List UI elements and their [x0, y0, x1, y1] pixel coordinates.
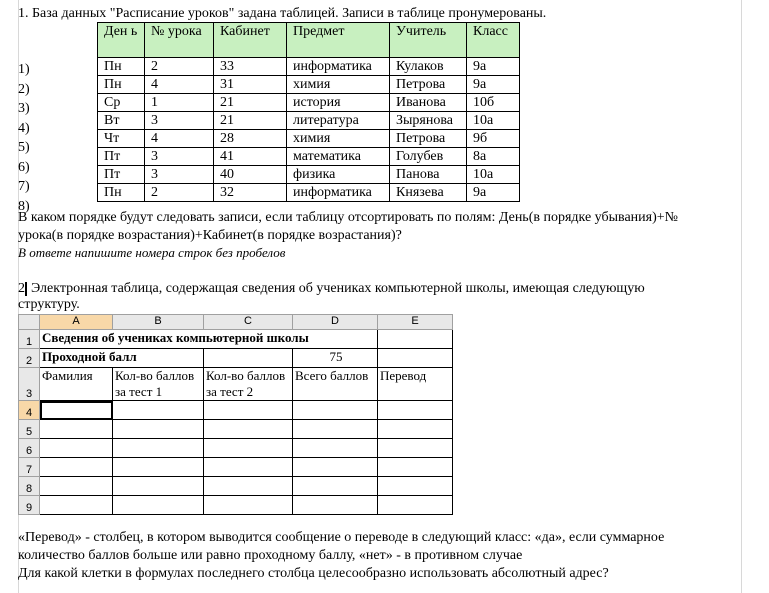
- cell[interactable]: [40, 458, 113, 477]
- schedule-cell: Пт: [98, 148, 145, 166]
- schedule-cell: Голубев: [390, 148, 467, 166]
- schedule-cell: 40: [214, 166, 287, 184]
- pass-value-cell[interactable]: 75: [293, 349, 378, 368]
- schedule-cell: 9а: [467, 76, 520, 94]
- cell[interactable]: [378, 401, 453, 420]
- schedule-cell: 28: [214, 130, 287, 148]
- schedule-cell: Петрова: [390, 76, 467, 94]
- schedule-cell: 9а: [467, 58, 520, 76]
- column-header-row: [19, 315, 453, 330]
- selected-cell[interactable]: [40, 401, 113, 420]
- column-header-d[interactable]: D: [293, 315, 378, 330]
- cell[interactable]: [293, 401, 378, 420]
- row-header[interactable]: 9: [19, 496, 40, 515]
- schedule-cell: математика: [287, 148, 390, 166]
- task1-question-line1: В каком порядке будут следовать записи, если таблицу отсортировать по полям: День(в порядке убывания)+№: [18, 210, 679, 225]
- cell[interactable]: [293, 458, 378, 477]
- schedule-cell: 31: [214, 76, 287, 94]
- header-teacher: Учитель: [390, 23, 467, 58]
- row-header[interactable]: 1: [19, 330, 40, 349]
- cell[interactable]: [204, 477, 293, 496]
- sheet-row-3: [19, 368, 453, 401]
- schedule-table: [97, 22, 520, 202]
- header-test2-cell[interactable]: Кол-во баллов за тест 2: [204, 368, 293, 401]
- schedule-cell: 21: [214, 112, 287, 130]
- row-header[interactable]: 6: [19, 439, 40, 458]
- schedule-cell: история: [287, 94, 390, 112]
- row-number: 4): [18, 120, 30, 136]
- sheet-row-1: [19, 330, 453, 349]
- schedule-cell: Пт: [98, 166, 145, 184]
- schedule-cell: 9а: [467, 184, 520, 202]
- schedule-cell: 8а: [467, 148, 520, 166]
- spreadsheet: [18, 314, 453, 515]
- schedule-cell: химия: [287, 130, 390, 148]
- schedule-cell: 33: [214, 58, 287, 76]
- schedule-cell: 3: [145, 148, 214, 166]
- cell[interactable]: [204, 349, 293, 368]
- sheet-row-9: [19, 496, 453, 515]
- task2-question: Для какой клетки в формулах последнего столбца целесообразно использовать абсолютный адрес?: [18, 566, 609, 581]
- cell[interactable]: [293, 496, 378, 515]
- cell[interactable]: [113, 439, 204, 458]
- schedule-cell: Вт: [98, 112, 145, 130]
- schedule-cell: Зырянова: [390, 112, 467, 130]
- sheet-row-7: [19, 458, 453, 477]
- schedule-cell: информатика: [287, 58, 390, 76]
- row-header[interactable]: 3: [19, 368, 40, 401]
- column-header-a[interactable]: A: [40, 315, 113, 330]
- cell[interactable]: [204, 401, 293, 420]
- schedule-cell: 4: [145, 76, 214, 94]
- schedule-cell: Князева: [390, 184, 467, 202]
- row-header[interactable]: 2: [19, 349, 40, 368]
- title-cell[interactable]: Сведения об учениках компьютерной школы: [40, 330, 378, 349]
- task2-intro-line2: структуру.: [18, 297, 80, 312]
- schedule-row: [98, 76, 520, 94]
- cell[interactable]: [113, 477, 204, 496]
- header-total-cell[interactable]: Всего баллов: [293, 368, 378, 401]
- cell[interactable]: [204, 420, 293, 439]
- schedule-header-row: [98, 23, 520, 58]
- cell[interactable]: [204, 439, 293, 458]
- schedule-cell: Ср: [98, 94, 145, 112]
- schedule-cell: Чт: [98, 130, 145, 148]
- schedule-cell: Кулаков: [390, 58, 467, 76]
- task2-intro-line1: 2 Электронная таблица, содержащая сведения об учениках компьютерной школы, имеющая следующую: [18, 281, 645, 296]
- schedule-cell: литература: [287, 112, 390, 130]
- row-header[interactable]: 5: [19, 420, 40, 439]
- cell[interactable]: [204, 496, 293, 515]
- schedule-cell: 32: [214, 184, 287, 202]
- schedule-cell: 3: [145, 112, 214, 130]
- task2-number: 2: [18, 281, 25, 296]
- right-margin-line: [741, 0, 742, 593]
- row-number: 1): [18, 62, 30, 77]
- cell[interactable]: [113, 401, 204, 420]
- schedule-cell: 9б: [467, 130, 520, 148]
- column-header-c[interactable]: C: [204, 315, 293, 330]
- task2-explanation-line2: количество баллов больше или равно проходному баллу, «нет» - в противном случае: [18, 548, 523, 563]
- sheet-row-8: [19, 477, 453, 496]
- cell[interactable]: [378, 477, 453, 496]
- header-surname-cell[interactable]: Фамилия: [40, 368, 113, 401]
- schedule-cell: Пн: [98, 58, 145, 76]
- cell[interactable]: [378, 496, 453, 515]
- header-class: Класс: [467, 23, 520, 58]
- task2-explanation-line1: «Перевод» - столбец, в котором выводится сообщение о переводе в следующий класс: «да», если суммарное: [18, 530, 665, 545]
- schedule-cell: 10а: [467, 166, 520, 184]
- cell[interactable]: [378, 420, 453, 439]
- header-test1-cell[interactable]: Кол-во баллов за тест 1: [113, 368, 204, 401]
- cell[interactable]: [40, 439, 113, 458]
- corner-cell[interactable]: [19, 315, 40, 330]
- schedule-cell: информатика: [287, 184, 390, 202]
- sheet-row-5: [19, 420, 453, 439]
- schedule-row: [98, 184, 520, 202]
- schedule-cell: Петрова: [390, 130, 467, 148]
- row-number: 8): [18, 198, 30, 214]
- sheet-row-6: [19, 439, 453, 458]
- schedule-cell: 10а: [467, 112, 520, 130]
- row-header[interactable]: 4: [19, 401, 40, 420]
- header-room: Кабинет: [214, 23, 287, 58]
- schedule-cell: 10б: [467, 94, 520, 112]
- cell[interactable]: [293, 420, 378, 439]
- schedule-cell: Пн: [98, 184, 145, 202]
- row-number: 3): [18, 101, 30, 116]
- cell[interactable]: [378, 330, 453, 349]
- cell[interactable]: [40, 420, 113, 439]
- header-day: Ден ь: [98, 23, 145, 58]
- schedule-cell: 1: [145, 94, 214, 112]
- task1-intro: 1. База данных "Расписание уроков" задана таблицей. Записи в таблице пронумерованы.: [18, 6, 547, 21]
- schedule-cell: Панова: [390, 166, 467, 184]
- row-number: 5): [18, 140, 30, 155]
- schedule-cell: химия: [287, 76, 390, 94]
- row-number: 6): [18, 159, 30, 175]
- header-transfer-cell[interactable]: Перевод: [378, 368, 453, 401]
- schedule-cell: 4: [145, 130, 214, 148]
- schedule-cell: 21: [214, 94, 287, 112]
- task1-hint: В ответе напишите номера строк без пробелов: [18, 245, 286, 260]
- cell[interactable]: [378, 439, 453, 458]
- schedule-cell: 3: [145, 166, 214, 184]
- pass-label-cell[interactable]: Проходной балл: [40, 349, 204, 368]
- cell[interactable]: [113, 420, 204, 439]
- sheet-row-4: [19, 401, 453, 420]
- schedule-row: [98, 112, 520, 130]
- schedule-cell: Пн: [98, 76, 145, 94]
- cell[interactable]: [293, 477, 378, 496]
- task1-row-numbers: [18, 60, 30, 216]
- cell[interactable]: [113, 458, 204, 477]
- column-header-e[interactable]: E: [378, 315, 453, 330]
- cell[interactable]: [378, 349, 453, 368]
- sheet-row-2: [19, 349, 453, 368]
- row-number: 2): [18, 81, 30, 97]
- text-cursor: [25, 282, 27, 296]
- task1-question-line2: урока(в порядке возрастания)+Кабинет(в порядке возрастания)?: [18, 228, 402, 243]
- header-subject: Предмет: [287, 23, 390, 58]
- column-header-b[interactable]: B: [113, 315, 204, 330]
- schedule-row: [98, 148, 520, 166]
- schedule-cell: 41: [214, 148, 287, 166]
- cell[interactable]: [40, 496, 113, 515]
- cell[interactable]: [293, 439, 378, 458]
- header-lesson: № урока: [145, 23, 214, 58]
- schedule-cell: 2: [145, 58, 214, 76]
- row-header[interactable]: 8: [19, 477, 40, 496]
- cell[interactable]: [378, 458, 453, 477]
- schedule-cell: Иванова: [390, 94, 467, 112]
- schedule-row: [98, 58, 520, 76]
- schedule-cell: физика: [287, 166, 390, 184]
- schedule-row: [98, 166, 520, 184]
- cell[interactable]: [113, 496, 204, 515]
- schedule-row: [98, 94, 520, 112]
- schedule-cell: 2: [145, 184, 214, 202]
- cell[interactable]: [204, 458, 293, 477]
- row-number: 7): [18, 179, 30, 194]
- schedule-row: [98, 130, 520, 148]
- row-header[interactable]: 7: [19, 458, 40, 477]
- cell[interactable]: [40, 477, 113, 496]
